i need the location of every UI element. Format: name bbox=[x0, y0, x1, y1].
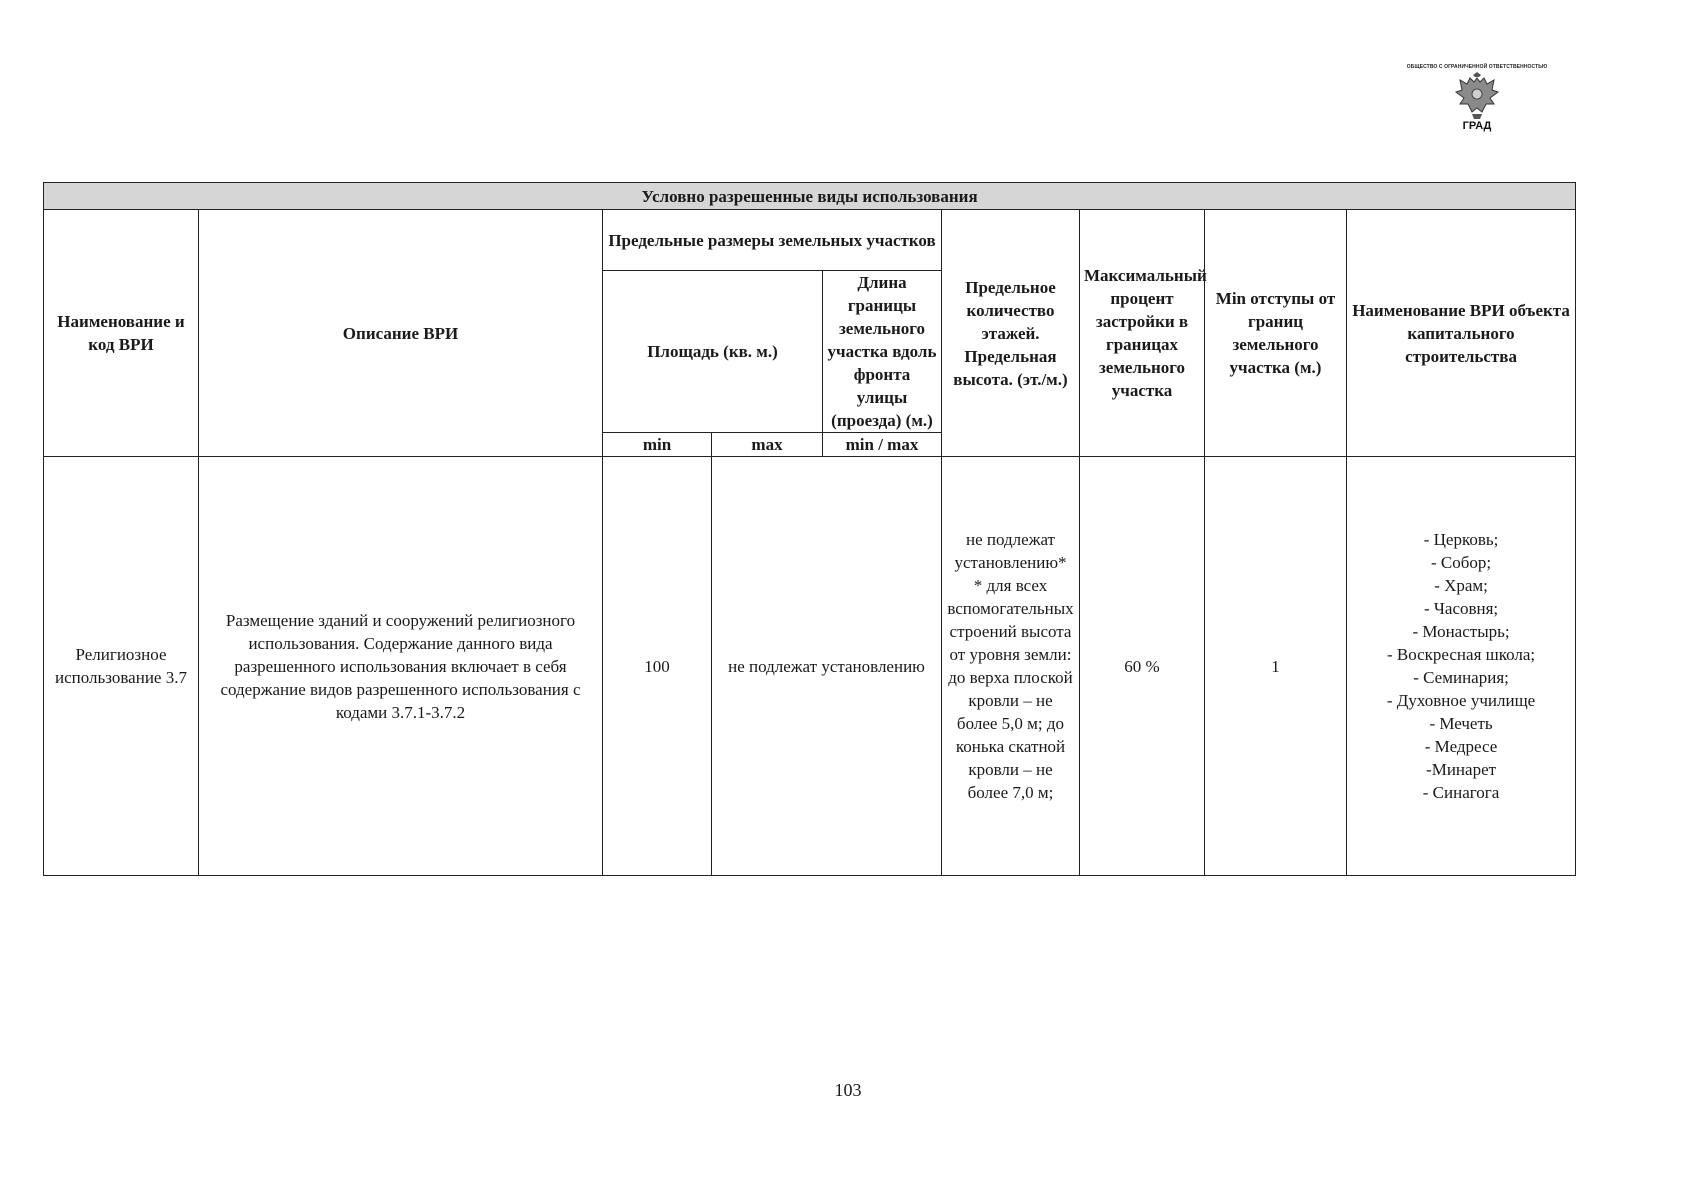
header-min-max: min / max bbox=[823, 433, 942, 457]
cell-max-percent: 60 % bbox=[1080, 457, 1205, 876]
company-logo bbox=[1394, 64, 1560, 156]
cell-area-max-frontage: не подлежат установлению bbox=[712, 457, 942, 876]
header-object-names: Наименование ВРИ объекта капитального строительства bbox=[1347, 210, 1576, 457]
header-max: max bbox=[712, 433, 823, 457]
list-item: - Церковь; bbox=[1423, 530, 1499, 549]
logo-top-text: ОБЩЕСТВО С ОГРАНИЧЕННОЙ ОТВЕТСТВЕННОСТЬЮ bbox=[1406, 64, 1548, 70]
cell-name-code: Религиозное использование 3.7 bbox=[44, 457, 199, 876]
list-item: - Семинария; bbox=[1413, 668, 1509, 687]
list-item: - Храм; bbox=[1434, 576, 1488, 595]
floors-footnote: * для всех вспомогательных строений высота от уровня земли: до верха плоской кровли – не более 5,0 м; до конька скатной кровли – не более 7,0 м; bbox=[947, 576, 1074, 802]
header-name-code: Наименование и код ВРИ bbox=[44, 210, 199, 457]
list-item: - Собор; bbox=[1430, 553, 1492, 572]
cell-description: Размещение зданий и сооружений религиозного использования. Содержание данного вида разрешенного использования включает в себя содержание видов разрешенного использования с кодами 3.7.1-3.7.2 bbox=[199, 457, 603, 876]
header-floors: Предельное количество этажей. Предельная высота. (эт./м.) bbox=[942, 210, 1080, 457]
cell-area-min: 100 bbox=[603, 457, 712, 876]
list-item: - Часовня; bbox=[1423, 599, 1499, 618]
permitted-use-table bbox=[43, 182, 1576, 876]
header-description: Описание ВРИ bbox=[199, 210, 603, 457]
header-max-percent: Максимальный процент застройки в границах земельного участка bbox=[1080, 210, 1205, 457]
header-area: Площадь (кв. м.) bbox=[603, 271, 823, 433]
logo-name: ГРАД bbox=[1462, 120, 1492, 132]
list-item: - Мечеть bbox=[1429, 714, 1493, 733]
page-number: 103 bbox=[834, 1080, 862, 1100]
cell-objects bbox=[1347, 457, 1576, 876]
table-caption: Условно разрешенные виды использования bbox=[44, 183, 1576, 210]
cell-floors bbox=[942, 457, 1080, 876]
list-item: - Духовное училище bbox=[1386, 691, 1536, 710]
list-item: -Минарет bbox=[1426, 760, 1497, 779]
floors-main-text: не подлежат установлению* bbox=[954, 530, 1067, 572]
list-item: - Синагога bbox=[1422, 783, 1500, 802]
header-setbacks: Min отступы от границ земельного участка (м.) bbox=[1205, 210, 1347, 457]
double-headed-eagle-icon bbox=[1454, 72, 1500, 120]
header-plot-limits: Предельные размеры земельных участков bbox=[603, 210, 942, 271]
list-item: - Монастырь; bbox=[1412, 622, 1510, 641]
list-item: - Воскресная школа; bbox=[1386, 645, 1536, 664]
list-item: - Медресе bbox=[1424, 737, 1498, 756]
table-row bbox=[44, 457, 1576, 876]
header-frontage: Длина границы земельного участка вдоль фронта улицы (проезда) (м.) bbox=[823, 271, 942, 433]
cell-setbacks: 1 bbox=[1205, 457, 1347, 876]
header-min: min bbox=[603, 433, 712, 457]
